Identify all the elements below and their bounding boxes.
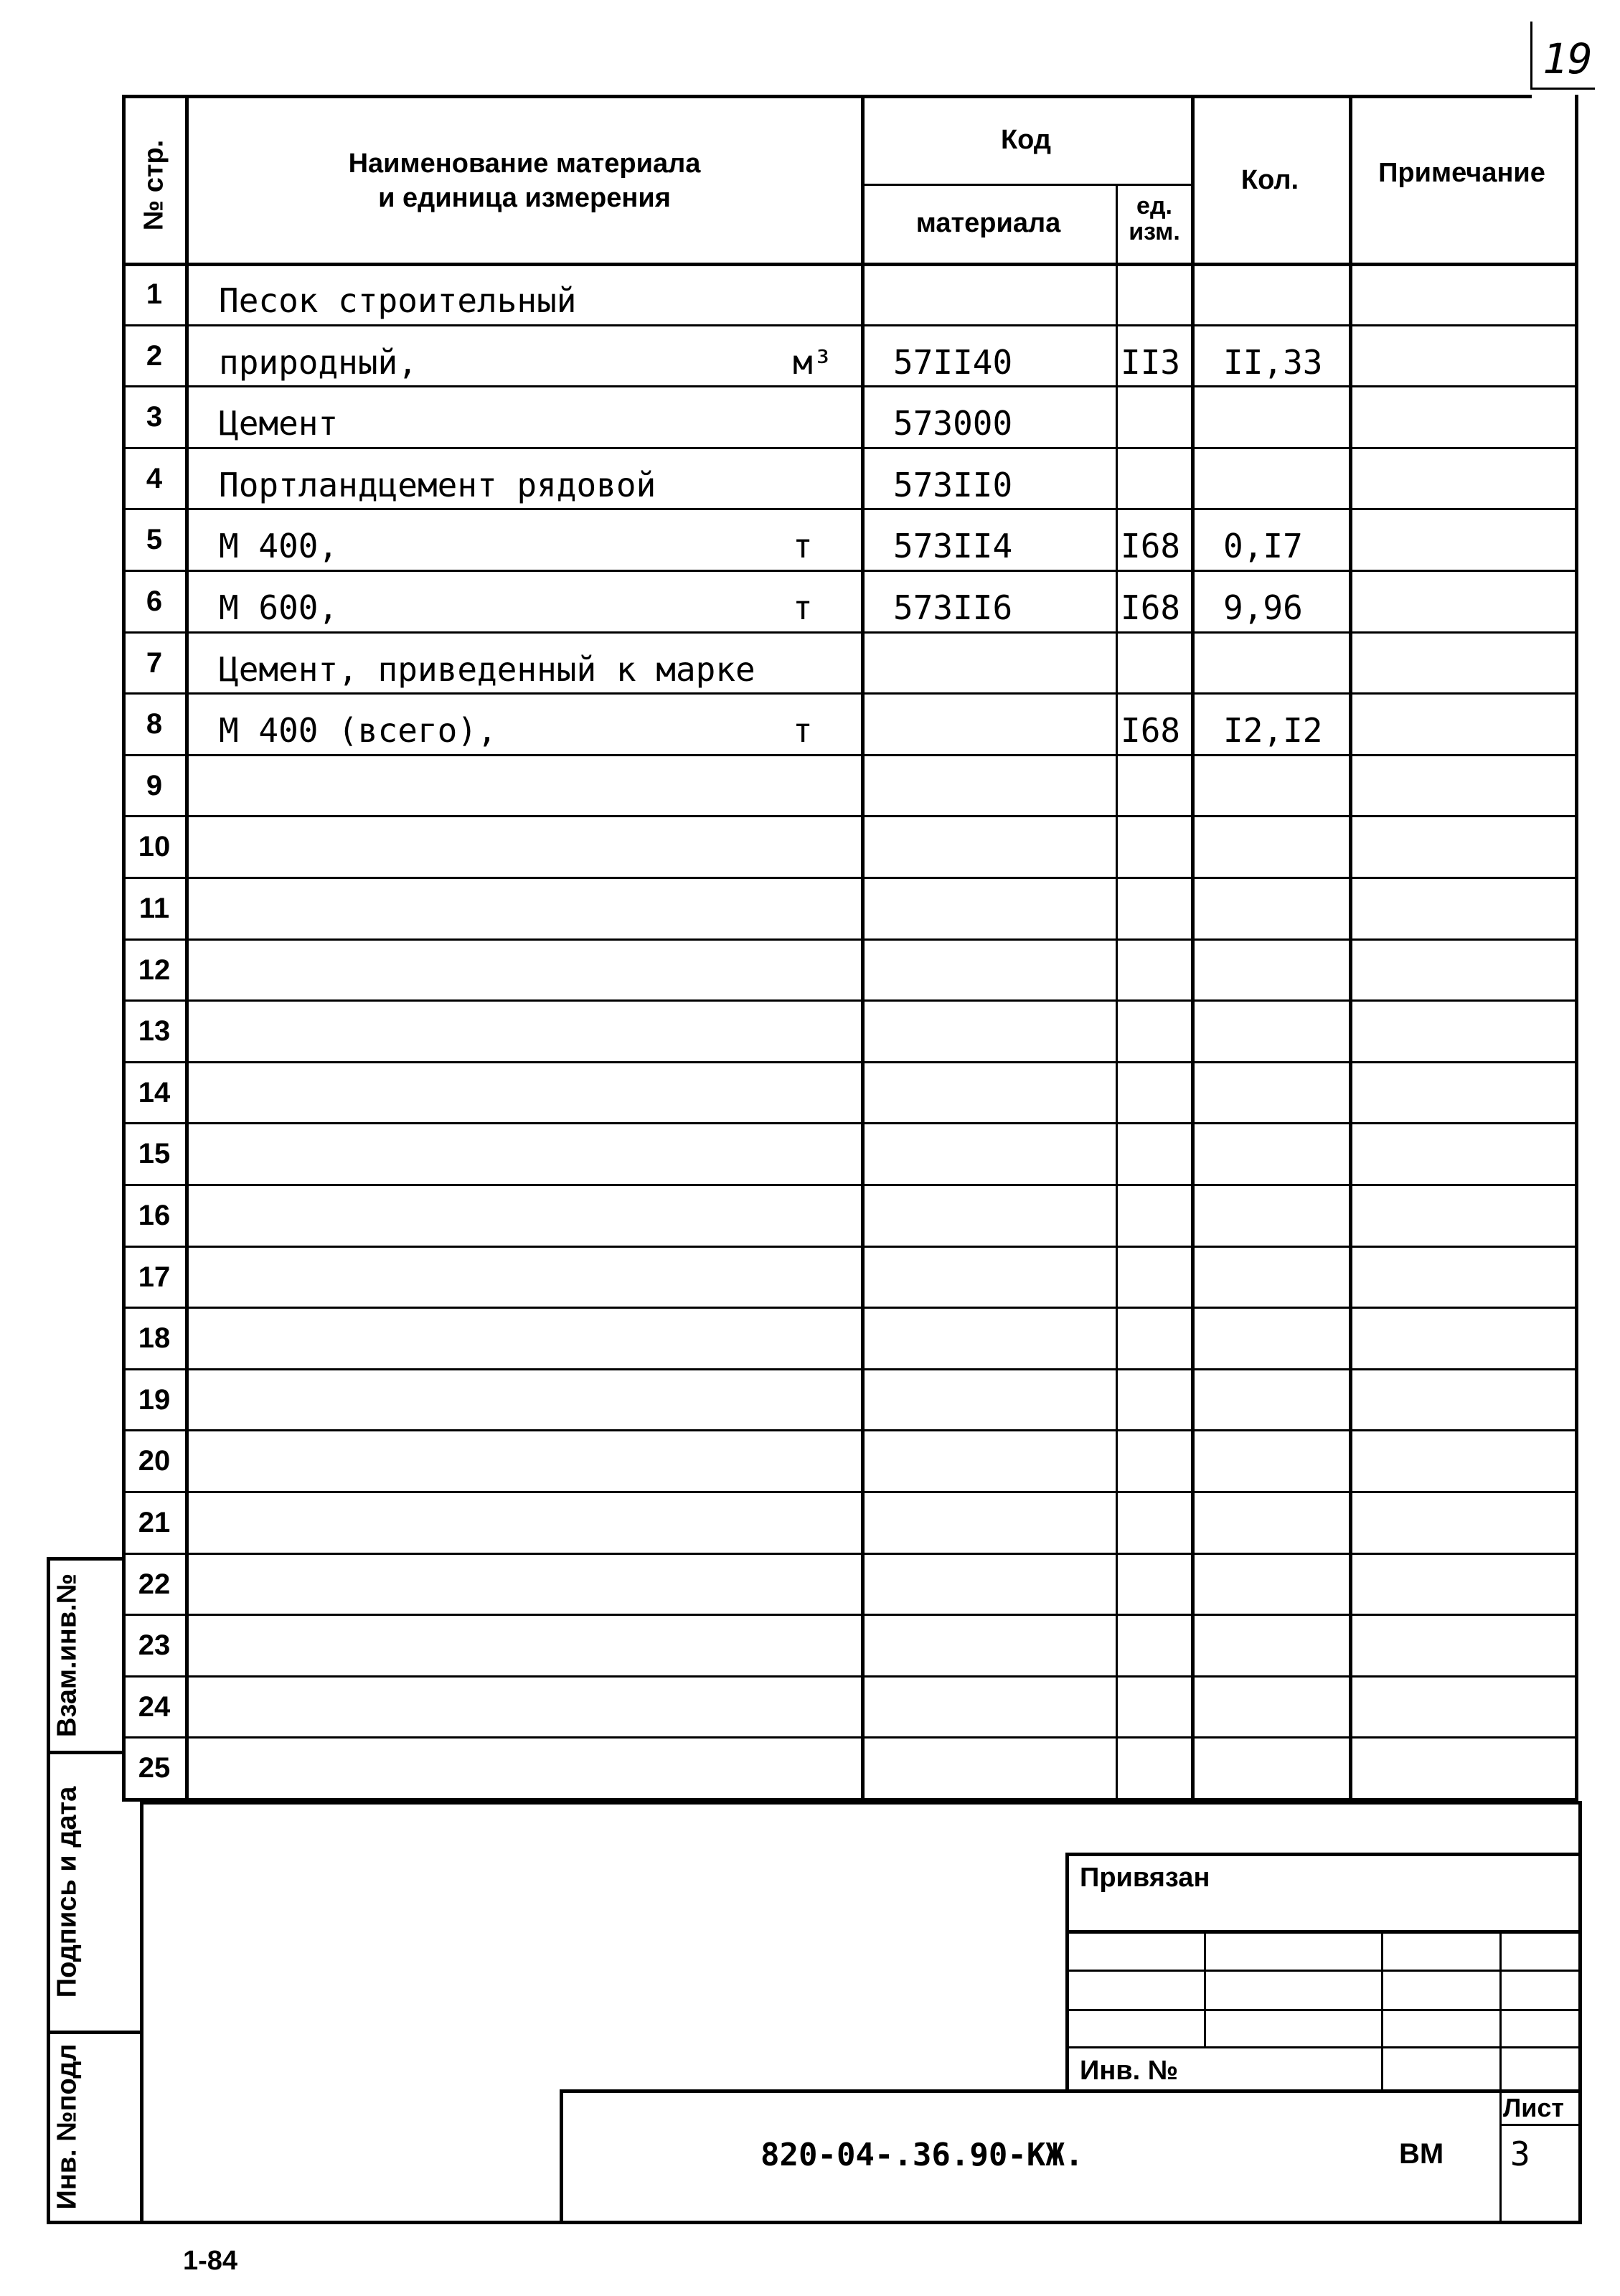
row-unit-code: I68 [1121,527,1181,565]
row-unit-code: I68 [1121,588,1181,627]
table-right-border [1575,95,1578,1801]
row-number: 6 [146,585,163,617]
row-divider [122,877,1578,879]
row-name: М 400, [219,527,339,565]
row-number: 5 [146,524,163,555]
row-number: 13 [138,1015,171,1047]
row-number: 20 [138,1445,171,1477]
row-number: 12 [138,954,171,986]
header-bottom-border [122,263,1578,266]
row-number: 3 [146,401,163,433]
doc-row-left [560,2089,563,2222]
stamp-inv-no: Инв. № [1080,2056,1179,2086]
row-unit-code: II3 [1121,343,1181,382]
page-number: 19 [1543,34,1593,83]
row-divider [122,1491,1578,1493]
side-strip-bottom [47,2221,143,2224]
row-number: 18 [138,1322,171,1354]
table-left-border [122,95,126,1801]
row-divider [122,1184,1578,1186]
row-divider [122,1736,1578,1739]
side-label-vzam: Взам.инв.№ [52,1573,83,1738]
table-top-border [122,95,1532,98]
row-unit-label: т [793,588,813,627]
row-number: 7 [146,647,163,679]
row-divider [122,815,1578,817]
row-divider [122,938,1578,941]
page-number-divider [1530,22,1532,90]
page-number-underline [1530,88,1595,90]
row-number: 11 [138,893,170,924]
row-number: 15 [138,1138,171,1170]
row-quantity: 9,96 [1223,588,1303,627]
row-number: 1 [146,278,163,310]
header-code: Код [1000,125,1052,155]
row-divider [122,1246,1578,1248]
row-material-code: 57II40 [893,343,1013,382]
row-name: Цемент [219,404,339,443]
col-divider-material [1116,184,1118,1801]
row-name: природный, [219,343,418,382]
row-number: 22 [138,1568,171,1600]
row-name: М 600, [219,588,339,627]
row-quantity: 0,I7 [1223,527,1303,565]
doc-row-top [560,2089,1578,2093]
row-material-code: 573II0 [893,466,1013,504]
footer-code: 1-84 [183,2246,238,2276]
frame-bottom [140,2221,1578,2224]
row-unit-label: м³ [793,343,833,382]
row-unit-label: т [793,711,813,750]
row-divider [122,385,1578,387]
row-divider [122,1061,1578,1063]
col-divider-unit [1191,95,1195,1801]
side-label-inv-podl: Инв. №подл [52,2043,83,2210]
row-divider [122,570,1578,572]
doc-code: 820-04-.36.90-КЖ. [760,2137,1084,2173]
row-number: 19 [138,1384,171,1416]
header-unit: ед. изм. [1129,192,1180,245]
header-name: Наименование материала и единица измерения [348,149,701,213]
row-unit-label: т [793,527,813,565]
row-number: 10 [138,831,171,862]
row-number: 21 [138,1507,171,1538]
row-number: 8 [146,708,163,740]
row-number: 16 [138,1200,171,1231]
row-number: 2 [146,340,163,372]
row-divider [122,692,1578,695]
col-divider-rowno [185,95,189,1801]
sheet-divider [1499,2124,1578,2126]
row-divider [122,508,1578,510]
row-number: 17 [138,1261,171,1293]
row-quantity: I2,I2 [1223,711,1323,750]
row-divider [122,999,1578,1002]
frame-right-lower [1578,1801,1582,2224]
row-number: 24 [138,1691,171,1723]
header-row-no: № стр. [138,139,169,231]
row-divider [122,324,1578,326]
header-note: Примечание [1378,158,1545,188]
col-divider-qty [1349,95,1352,1801]
row-name: М 400 (всего), [219,711,497,750]
row-material-code: 573II4 [893,527,1013,565]
sheet-label: Лист [1503,2093,1565,2122]
header-qty: Кол. [1240,165,1299,195]
row-number: 25 [138,1752,171,1784]
sheet-number: 3 [1510,2135,1530,2173]
frame-lower-top [140,1801,1578,1805]
frame-left-lower [140,1801,143,2224]
stamp-col-2 [1381,1930,1383,2089]
row-material-code: 573II6 [893,588,1013,627]
row-divider [122,1553,1578,1555]
row-number: 9 [146,770,163,801]
stamp-top [1065,1853,1578,1856]
side-label-podpis: Подпись и дата [52,1786,83,1998]
col-divider-name [861,95,865,1801]
row-divider [122,447,1578,449]
row-name: Песок строительный [219,281,577,320]
code-header-divider [861,184,1191,186]
row-number: 23 [138,1629,171,1661]
row-divider [122,1368,1578,1370]
row-name: Цемент, приведенный к марке [219,650,755,689]
row-material-code: 573000 [893,404,1013,443]
row-unit-code: I68 [1121,711,1181,750]
row-divider [122,1122,1578,1124]
row-divider [122,1429,1578,1431]
stamp-privyazan: Привязан [1080,1863,1210,1893]
row-divider [122,1614,1578,1616]
stamp-col-1 [1204,1930,1206,2046]
row-divider [122,1675,1578,1678]
row-divider [122,631,1578,634]
row-divider [122,1307,1578,1309]
row-quantity: II,33 [1223,343,1323,382]
row-name: Портландцемент рядовой [219,466,656,504]
row-number: 4 [146,463,163,494]
row-number: 14 [138,1077,171,1109]
stamp-col-3 [1499,1930,1502,2221]
row-divider [122,754,1578,756]
doc-section: ВМ [1399,2138,1444,2170]
header-material: материала [915,208,1061,238]
